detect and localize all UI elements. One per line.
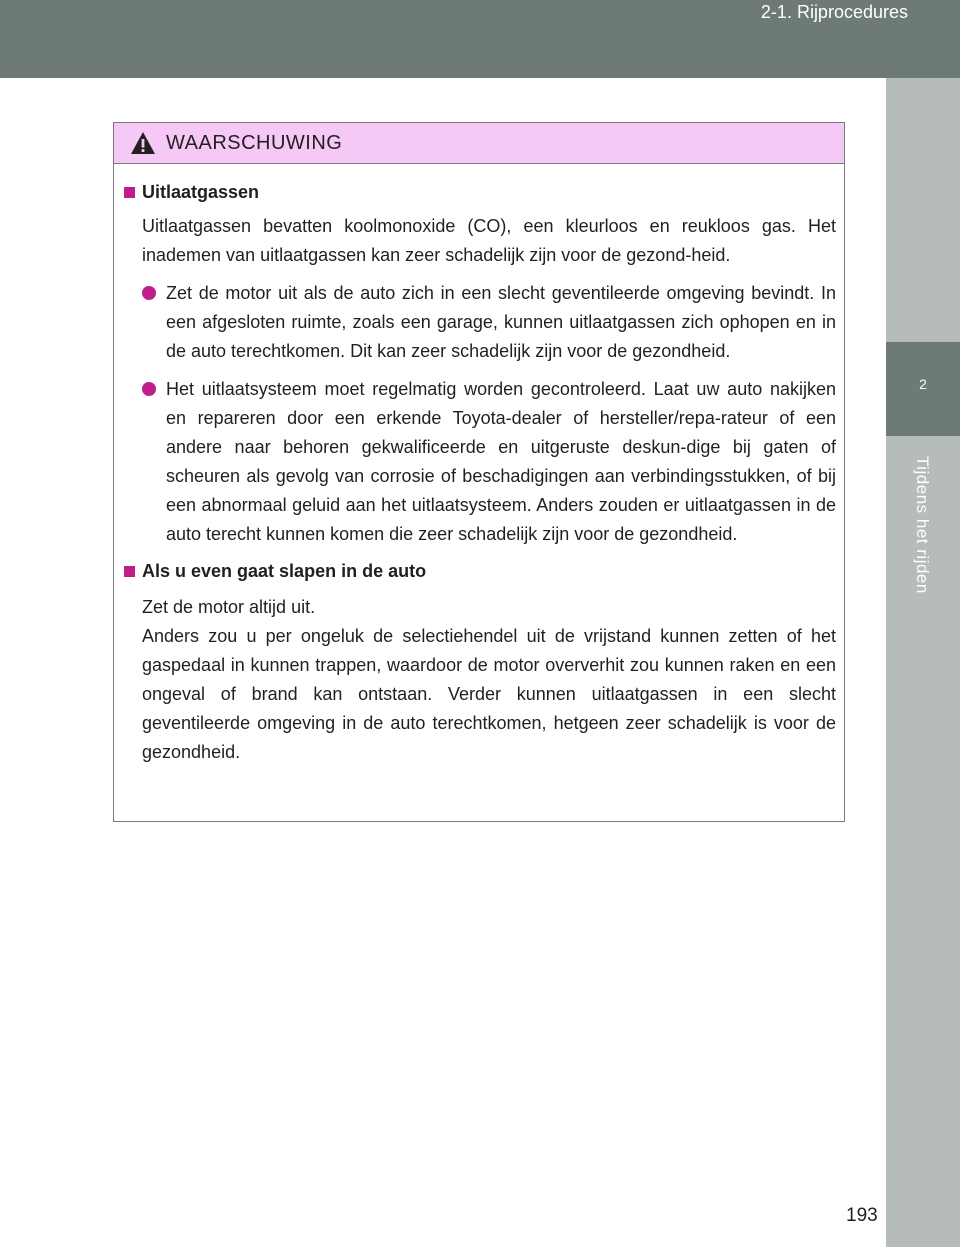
- heading-text: Uitlaatgassen: [142, 182, 260, 202]
- sleeping-line-2: Anders zou u per ongeluk de selectiehendel uit de vrijstand kunnen zetten of het gaspedaal in kunnen trappen, waardoor de motor oververhit zou kunnen raken en een ongeval of brand kan ontstaan. Verder kunnen uitlaatgassen in een slecht geventileerde omgeving in de auto terechtkomen, hetgeen zeer schadelijk is voor de gezondheid.: [142, 626, 836, 762]
- header-band: [0, 0, 960, 78]
- section-heading-sleeping: [124, 557, 836, 585]
- bullet-item: [166, 375, 836, 549]
- section-heading-exhaust: [124, 178, 836, 206]
- warning-triangle-icon: [130, 131, 156, 155]
- page-number: 193: [846, 1205, 878, 1226]
- exhaust-paragraph: Uitlaatgassen bevatten koolmonoxide (CO), een kleurloos en reukloos gas. Het inademen van uitlaatgassen kan zeer schadelijk zijn voor de gezond-heid.: [142, 216, 836, 265]
- sleeping-line-1: Zet de motor altijd uit.: [142, 597, 316, 617]
- warning-header: [114, 123, 844, 164]
- circle-bullet-icon: [142, 286, 156, 300]
- circle-bullet-icon: [142, 382, 156, 396]
- square-bullet-icon: [124, 187, 135, 198]
- section-title: 2-1. Rijprocedures: [760, 2, 908, 22]
- chapter-label: Tijdens het rijden: [913, 456, 932, 594]
- heading-text: Als u even gaat slapen in de auto: [142, 561, 427, 581]
- bullet-text: Zet de motor uit als de auto zich in een slecht geventileerde omgeving bevindt. In een afgesloten ruimte, zoals een garage, kunnen uitlaatgassen zich ophopen en in de auto terechtkomen. Dit kan zeer schadelijk zijn voor de gezondheid.: [166, 283, 836, 361]
- warning-box: [113, 122, 845, 822]
- chapter-number: 2: [919, 376, 927, 392]
- warning-body: [114, 164, 844, 767]
- warning-title: WAARSCHUWING: [166, 131, 343, 154]
- square-bullet-icon: [124, 566, 135, 577]
- side-tab-upper: [886, 78, 960, 342]
- bullet-text: Het uitlaatsysteem moet regelmatig worden gecontroleerd. Laat uw auto nakijken en repareren door een erkende Toyota-dealer of hersteller/repa-rateur of een andere naar behoren gekwalificeerde en uitgeruste deskun-dige bij gaten of scheuren als gevolg van corrosie of beschadigingen aan verbindingsstukken, of bij een abnormaal geluid aan het uitlaatsysteem. Anders zouden er uitlaatgassen in de auto terecht kunnen komen die zeer schadelijk zijn voor de gezondheid.: [166, 379, 836, 544]
- sleeping-paragraph: [142, 593, 836, 767]
- bullet-item: [166, 279, 836, 366]
